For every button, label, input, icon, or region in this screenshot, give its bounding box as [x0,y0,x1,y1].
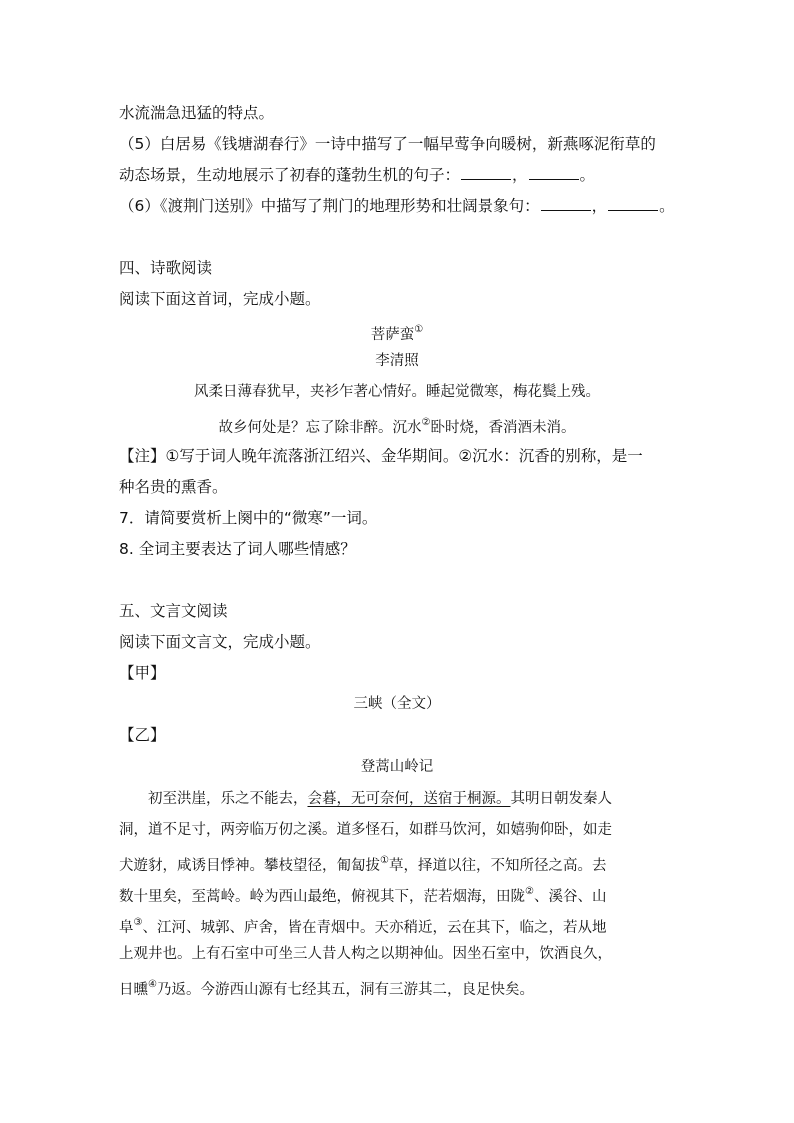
footnote-marker: ④ [148,979,157,990]
comma: ， [512,166,528,184]
footnote-marker: ① [414,324,424,335]
question-7: 7．请简要赏析上阕中的“微寒”一词。 [119,509,378,527]
passage-text: 数十里矣，至蒿岭。岭为西山最绝，俯视其下，茫若烟海，田陇 [119,889,525,905]
passage-text: 、溪谷、山 [533,889,607,905]
section-5-heading: 五、文言文阅读 [119,602,228,620]
passage-text: 、江河、城郭、庐舍，皆在青烟中。天亦稍近，云在其下，临之，若从地 [142,920,607,936]
passage-line-1 [148,789,612,809]
comma: ， [591,197,608,215]
answer-blank[interactable] [461,165,511,180]
poem-line-2a: 故乡何处是？忘了除非醉。沉水 [218,420,422,436]
label-yi: 【乙】 [119,726,166,744]
passage-text: 阜 [119,920,134,936]
section-4-heading: 四、诗歌阅读 [119,259,213,277]
poem-author: 李清照 [375,353,419,369]
answer-blank[interactable] [608,196,658,211]
passage-line-3 [119,851,606,876]
passage-line-5 [119,913,606,938]
section-4-instruction: 阅读下面这首词，完成小题。 [119,290,321,308]
passage-text: 犬遊豺，咸诱目悸神。攀枝望径，匍匐拔 [119,858,380,874]
passage-text: 日曛 [119,982,148,998]
passage-text: 初至洪崖，乐之不能去， [148,791,308,807]
poem-line-1: 风柔日薄春犹早，夹衫乍著心情好。睡起觉微寒，梅花鬓上残。 [194,384,600,400]
passage-line-6: 上观井也。上有石室中可坐三人昔人构之以期神仙。因坐石室中，饮酒良久， [119,946,612,962]
period: 。 [659,197,675,215]
passage-text: 草，择道以往，不知所径之高。去 [388,858,607,874]
footnote-marker: ② [525,886,534,897]
passage-line-7 [119,975,534,1000]
question-5-line2 [119,165,595,185]
passage-line-4 [119,882,606,907]
underlined-sentence: 会暮，无可奈何，送宿于桐源。 [307,791,511,807]
question-5-text: 动态场景，生动地展示了初春的蓬勃生机的句子： [119,166,461,184]
label-jia: 【甲】 [119,664,166,682]
note-line-1: 【注】①写于词人晚年流落浙江绍兴、金华期间。②沉水：沉香的别称，是一 [119,447,643,465]
period: 。 [579,166,596,184]
note-line-2: 种名贵的熏香。 [119,478,228,496]
passage-line-2: 洞，道不足寸，两旁临万仞之溪。道多怪石，如群马饮河，如嬉驹仰卧，如走 [119,822,612,838]
poem-title [0,320,794,345]
answer-blank[interactable] [529,165,579,180]
jia-title: 三峡（全文） [353,696,441,712]
footnote-marker: ③ [133,917,143,928]
footnote-marker: ② [421,417,431,428]
question-6 [119,196,675,216]
passage-text: 其明日朝发秦人 [510,791,612,807]
yi-title: 登蒿山岭记 [360,759,434,775]
question-6-text: （6）《渡荆门送别》中描写了荆门的地理形势和壮阔景象句： [119,197,540,215]
poem-line-2b: 卧时烧，香消酒未消。 [430,420,576,436]
line-text: 水流湍急迅猛的特点。 [119,104,275,122]
question-5-line1: （5）白居易《钱塘湖春行》一诗中描写了一幅早莺争向暖树，新燕啄泥衔草的 [119,135,656,153]
answer-blank[interactable] [541,196,591,211]
question-8: 8. 全词主要表达了词人哪些情感？ [119,540,356,558]
section-5-instruction: 阅读下面文言文，完成小题。 [119,633,321,651]
footnote-marker: ① [380,855,389,866]
poem-line-2 [0,413,794,438]
passage-text: 乃返。今游西山源有七经其五，洞有三游其二，良足快矣。 [156,982,534,998]
poem-title-text: 菩萨蛮 [370,327,415,343]
